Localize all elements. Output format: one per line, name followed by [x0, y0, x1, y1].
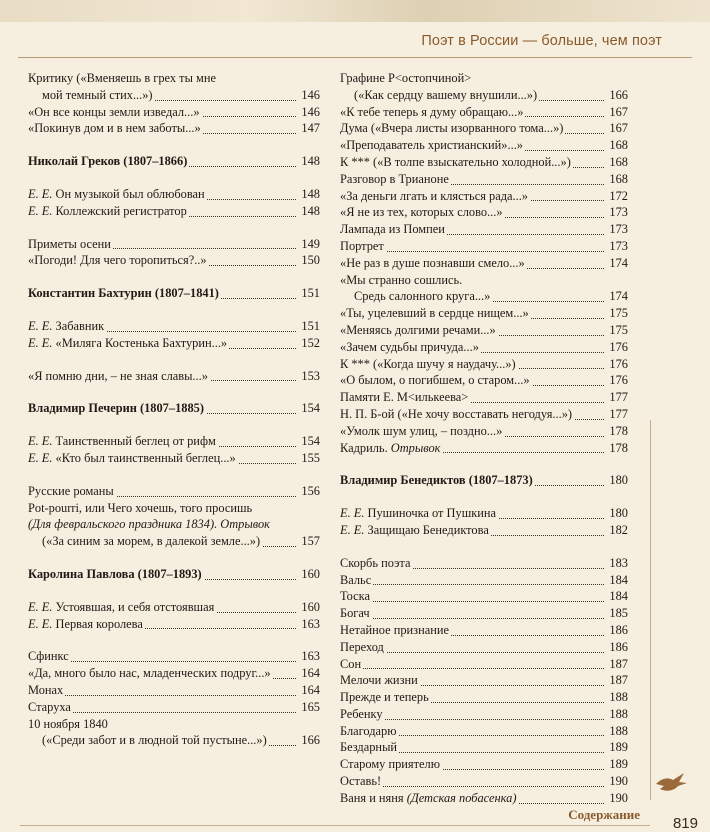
footer-rule	[20, 825, 650, 826]
toc-entry[interactable]	[340, 739, 628, 756]
toc-page-number: 168	[606, 154, 628, 171]
toc-author-heading[interactable]	[28, 566, 320, 583]
toc-entry-title: «Ты, уцелевший в сердце нищем...»	[340, 306, 529, 321]
toc-entry-text: Забавник	[52, 318, 105, 333]
toc-entry[interactable]	[340, 723, 628, 740]
toc-page-number: 164	[298, 682, 320, 699]
toc-page-number: 150	[298, 252, 320, 269]
toc-entry-title: мой темный стих...»)	[28, 88, 155, 102]
toc-entry[interactable]	[340, 440, 628, 457]
toc-entry[interactable]	[28, 70, 320, 87]
toc-entry[interactable]	[340, 70, 628, 87]
toc-entry-title: Владимир Бенедиктов (1807–1873)	[340, 473, 533, 488]
toc-page-number: 160	[298, 599, 320, 616]
toc-entry[interactable]	[28, 318, 320, 335]
toc-entry-title: Благодарю	[340, 723, 397, 738]
toc-entry-title	[28, 204, 189, 218]
toc-entry-title: Старуха	[28, 699, 71, 714]
toc-page-number: 148	[298, 153, 320, 170]
toc-entry-text: Таинственный беглец от рифм	[52, 434, 216, 449]
toc-page-number: 183	[606, 555, 628, 572]
toc-entry[interactable]	[28, 450, 320, 467]
toc-page-number: 190	[606, 773, 628, 790]
toc-page-number: 188	[606, 689, 628, 706]
toc-page-number: 177	[606, 389, 628, 406]
toc-entry[interactable]	[340, 672, 628, 689]
toc-entry-prefix: Е. Е.	[28, 434, 53, 449]
toc-entry-title	[28, 451, 238, 465]
toc-entry-title: Pot-pourri, или Чего хочешь, того просишь	[28, 500, 253, 515]
toc-entry-text: «Миляга Костенька Бахтурин...»	[52, 335, 228, 350]
toc-page-number: 178	[606, 440, 628, 457]
toc-entry-title	[28, 319, 106, 333]
toc-spacer	[28, 352, 320, 368]
toc-page-number: 173	[606, 238, 628, 255]
toc-entry[interactable]	[28, 599, 320, 616]
toc-page-number: 188	[606, 706, 628, 723]
toc-entry-title: Н. П. Б-ой («Не хочу восставать негодуя...»)	[340, 406, 573, 421]
toc-entry[interactable]	[340, 622, 628, 639]
toc-entry[interactable]	[28, 368, 320, 385]
top-decorative-band	[0, 0, 710, 22]
toc-entry[interactable]	[28, 665, 320, 682]
toc-entry[interactable]	[340, 339, 628, 356]
toc-entry-title: Нетайное признание	[340, 622, 449, 637]
toc-page-number: 167	[606, 120, 628, 137]
toc-entry-text: Коллежский регистратор	[52, 203, 187, 218]
footer-section-label: Содержание	[568, 807, 640, 822]
toc-entry-title: Вальс	[340, 572, 372, 587]
toc-page-number: 188	[606, 723, 628, 740]
toc-page-number: 178	[606, 423, 628, 440]
toc-page-number: 163	[298, 648, 320, 665]
toc-entry-title: «Погоди! Для чего торопиться?..»	[28, 253, 207, 268]
toc-spacer	[28, 137, 320, 153]
toc-left-column	[28, 70, 320, 749]
toc-entry-title: Старому приятелю	[340, 757, 440, 772]
toc-entry[interactable]	[340, 790, 628, 807]
toc-entry-title: «К тебе теперь я думу обращаю...»	[340, 104, 524, 119]
toc-spacer	[28, 632, 320, 648]
toc-entry[interactable]	[340, 188, 628, 205]
toc-spacer	[340, 489, 628, 505]
toc-entry[interactable]	[340, 204, 628, 221]
toc-entry-text: Устоявшая, и себя отстоявшая	[52, 599, 215, 614]
toc-entry[interactable]	[28, 682, 320, 699]
toc-entry[interactable]	[340, 389, 628, 406]
toc-entry-title: Владимир Печерин (1807–1885)	[28, 401, 204, 416]
dot-leader	[340, 584, 604, 585]
toc-page-number: 154	[298, 400, 320, 417]
toc-entry[interactable]	[340, 137, 628, 154]
toc-page-number: 175	[606, 305, 628, 322]
toc-entry[interactable]	[340, 756, 628, 773]
toc-entry[interactable]	[28, 483, 320, 500]
toc-page-number: 155	[298, 450, 320, 467]
toc-entry[interactable]	[340, 773, 628, 790]
toc-page-number: 184	[606, 572, 628, 589]
toc-entry-title: Константин Бахтурин (1807–1841)	[28, 286, 219, 301]
toc-entry-title: Бездарный	[340, 740, 398, 755]
toc-entry-text: Он музыкой был облюбован	[52, 186, 205, 201]
toc-entry-title: «За деньги лгать и клясться рада...»	[340, 188, 528, 203]
running-header-title: Поэт в России — больше, чем поэт	[421, 33, 662, 49]
toc-entry[interactable]	[340, 588, 628, 605]
dot-leader	[340, 618, 604, 619]
toc-entry-title: Критику («Вменяешь в грех ты мне	[28, 71, 216, 85]
toc-page-number: 151	[298, 285, 320, 302]
toc-page-number: 166	[298, 732, 320, 749]
running-header	[0, 22, 710, 66]
toc-spacer	[28, 170, 320, 186]
toc-spacer	[28, 302, 320, 318]
toc-entry[interactable]	[340, 154, 628, 171]
toc-entry-prefix: Е. Е.	[28, 599, 53, 614]
toc-entry-title: «Да, много было нас, младенческих подруг...»	[28, 666, 271, 681]
toc-entry-text: Первая королева	[52, 616, 143, 631]
toc-entry-title: Ребенку	[340, 706, 383, 721]
toc-entry-prefix: Е. Е.	[28, 203, 53, 218]
toc-entry-title	[28, 600, 216, 614]
toc-page-number: 175	[606, 322, 628, 339]
toc-page-number: 163	[298, 616, 320, 633]
toc-spacer	[28, 384, 320, 400]
toc-entry-text: Отрывок	[387, 440, 441, 455]
toc-entry[interactable]	[340, 104, 628, 121]
toc-entry[interactable]	[340, 305, 628, 322]
toc-page-number: 148	[298, 203, 320, 220]
toc-entry-title	[28, 336, 229, 350]
toc-entry-title	[28, 617, 145, 631]
toc-page-number: 160	[298, 566, 320, 583]
toc-spacer	[28, 583, 320, 599]
swallow-emblem-icon	[654, 770, 688, 798]
toc-entry-prefix: Е. Е.	[28, 335, 53, 350]
toc-entry-title: Разговор в Трианоне	[340, 171, 449, 186]
toc-entry-title: Русские романы	[28, 483, 114, 498]
toc-page-number: 151	[298, 318, 320, 335]
toc-entry[interactable]	[28, 335, 320, 352]
toc-entry-prefix: Ваня и няня	[340, 790, 404, 805]
toc-entry[interactable]	[28, 648, 320, 665]
toc-page-number: 157	[298, 533, 320, 550]
toc-entry[interactable]	[340, 372, 628, 389]
toc-page-number: 189	[606, 739, 628, 756]
toc-entry-prefix: Е. Е.	[28, 186, 53, 201]
toc-page-number: 173	[606, 204, 628, 221]
toc-spacer	[340, 539, 628, 555]
toc-entry-title: Памяти Е. М<илькеева>	[340, 390, 469, 405]
toc-entry[interactable]	[28, 699, 320, 716]
toc-entry-title: «Я помню дни, – не зная славы...»	[28, 368, 208, 383]
toc-page-number: 147	[298, 120, 320, 137]
toc-page-number: 154	[298, 433, 320, 450]
toc-spacer	[28, 417, 320, 433]
toc-entry-prefix: Е. Е.	[28, 450, 53, 465]
toc-entry[interactable]	[340, 288, 628, 305]
toc-page-number: 180	[606, 472, 628, 489]
toc-entry[interactable]	[340, 406, 628, 423]
toc-entry[interactable]	[28, 716, 320, 733]
toc-spacer	[28, 269, 320, 285]
toc-entry-title: «Я не из тех, которых слово...»	[340, 205, 503, 220]
toc-entry-title: Оставь!	[340, 774, 382, 789]
toc-entry-prefix: Е. Е.	[340, 506, 365, 521]
toc-entry-prefix: Кадриль.	[340, 440, 388, 455]
toc-entry-prefix: Е. Е.	[28, 318, 53, 333]
toc-entry[interactable]	[340, 639, 628, 656]
toc-entry[interactable]	[340, 522, 628, 539]
toc-page-number: 148	[298, 186, 320, 203]
toc-page-number: 166	[606, 87, 628, 104]
toc-page-number: 176	[606, 372, 628, 389]
toc-page-number: 146	[298, 104, 320, 121]
dot-leader	[340, 601, 604, 602]
toc-page-number: 184	[606, 588, 628, 605]
toc-entry-title	[28, 434, 218, 448]
toc-page-number: 146	[298, 87, 320, 104]
toc-author-heading[interactable]	[28, 285, 320, 302]
toc-page-number: 152	[298, 335, 320, 352]
toc-page-number: 182	[606, 522, 628, 539]
toc-page-number: 187	[606, 672, 628, 689]
toc-entry-title: Приметы осени	[28, 236, 111, 251]
toc-page-number: 187	[606, 656, 628, 673]
toc-entry-title: Графине Р<остопчиной>	[340, 71, 472, 85]
toc-entry[interactable]	[28, 252, 320, 269]
toc-entry[interactable]	[340, 356, 628, 373]
toc-entry-title	[340, 523, 491, 537]
toc-entry-title: («Среди забот и в людной той пустыне...»)	[28, 733, 269, 747]
toc-entry[interactable]	[28, 120, 320, 137]
toc-entry[interactable]	[28, 533, 320, 550]
toc-entry-title: Богач	[340, 606, 370, 621]
toc-page-number: 172	[606, 188, 628, 205]
toc-entry-title: («Как сердцу вашему внушили...»)	[340, 88, 539, 102]
toc-entry-title: Средь салонного круга...»	[340, 289, 492, 303]
toc-page-number: 177	[606, 406, 628, 423]
toc-page-number: 174	[606, 288, 628, 305]
toc-entry-title: «Мы странно сошлись.	[340, 272, 463, 287]
toc-entry[interactable]	[28, 616, 320, 633]
toc-page-number: 173	[606, 221, 628, 238]
toc-page-number: 153	[298, 368, 320, 385]
toc-entry-title: 10 ноября 1840	[28, 716, 108, 731]
toc-entry-title: Портрет	[340, 238, 384, 253]
toc-entry-title	[340, 441, 442, 455]
toc-entry-text: Пушиночка от Пушкина	[364, 506, 497, 521]
toc-page-number: 164	[298, 665, 320, 682]
toc-page-number: 186	[606, 639, 628, 656]
toc-entry-title: «Не раз в душе познавши смело...»	[340, 255, 525, 270]
toc-entry[interactable]	[28, 500, 320, 517]
toc-entry-title	[340, 506, 498, 520]
toc-entry[interactable]	[28, 433, 320, 450]
toc-entry[interactable]	[340, 171, 628, 188]
toc-page-number: 176	[606, 356, 628, 373]
toc-entry[interactable]	[340, 689, 628, 706]
toc-entry[interactable]	[28, 236, 320, 253]
toc-spacer	[28, 550, 320, 566]
toc-entry-title: («За синим за морем, в далекой земле...»)	[28, 534, 262, 548]
toc-entry[interactable]	[340, 572, 628, 589]
toc-entry[interactable]	[340, 423, 628, 440]
toc-entry[interactable]	[28, 732, 320, 749]
dot-leader	[28, 695, 296, 696]
toc-entry-title	[340, 791, 518, 805]
toc-entry-prefix: Е. Е.	[340, 522, 365, 537]
toc-entry[interactable]	[340, 238, 628, 255]
toc-entry[interactable]	[340, 272, 628, 289]
toc-entry-text: (Детская побасенка)	[403, 790, 517, 805]
toc-right-column	[340, 70, 628, 807]
toc-page-number: 186	[606, 622, 628, 639]
toc-spacer	[28, 220, 320, 236]
toc-entry-text: Защищаю Бенедиктова	[364, 522, 489, 537]
toc-entry-title: К *** («В толпе взыскательно холодной...»)	[340, 154, 571, 169]
toc-entry-title: Сон	[340, 656, 362, 671]
toc-page-number: 185	[606, 605, 628, 622]
toc-entry[interactable]	[340, 322, 628, 339]
toc-entry-title: Тоска	[340, 589, 370, 604]
toc-page-number: 174	[606, 255, 628, 272]
toc-entry[interactable]	[340, 555, 628, 572]
toc-entry[interactable]	[28, 516, 320, 533]
toc-entry[interactable]	[340, 605, 628, 622]
toc-entry[interactable]	[340, 87, 628, 104]
toc-entry-title: Каролина Павлова (1807–1893)	[28, 566, 202, 581]
toc-entry-title	[28, 187, 207, 201]
toc-entry-title: «Преподаватель христианский»...»	[340, 138, 523, 153]
header-rule	[18, 57, 692, 58]
toc-entry-title: «Умолк шум улиц, – поздно...»	[340, 423, 503, 438]
toc-page-number: 168	[606, 171, 628, 188]
toc-entry-title: «Он все концы земли изведал...»	[28, 104, 200, 119]
toc-page-number: 168	[606, 137, 628, 154]
toc-entry-title: «О былом, о погибшем, о старом...»	[340, 373, 530, 388]
toc-entry-title: Переход	[340, 639, 384, 654]
toc-entry[interactable]	[340, 221, 628, 238]
toc-author-heading[interactable]	[340, 472, 628, 489]
toc-entry[interactable]	[340, 706, 628, 723]
toc-page-number: 189	[606, 756, 628, 773]
toc-entry[interactable]	[28, 104, 320, 121]
toc-entry-title: Николай Греков (1807–1866)	[28, 154, 188, 169]
toc-entry-title: Скорбь поэта	[340, 555, 411, 570]
toc-entry-title: Лампада из Помпеи	[340, 222, 445, 237]
toc-entry[interactable]	[28, 186, 320, 203]
toc-entry-prefix: Е. Е.	[28, 616, 53, 631]
toc-page-number: 149	[298, 236, 320, 253]
toc-entry[interactable]	[340, 505, 628, 522]
toc-page-number: 180	[606, 505, 628, 522]
toc-entry-title: «Покинув дом и в нем заботы...»	[28, 121, 201, 136]
toc-entry-title: Дума («Вчера листы изорванного тома...»)	[340, 121, 564, 136]
toc-entry-title: Монах	[28, 682, 64, 697]
toc-page-number: 190	[606, 790, 628, 807]
toc-entry[interactable]	[28, 87, 320, 104]
toc-entry-title: «Зачем судьбы причуда...»	[340, 339, 479, 354]
toc-page-number: 176	[606, 339, 628, 356]
page-number: 819	[672, 815, 698, 832]
toc-page-number: 165	[298, 699, 320, 716]
toc-author-heading[interactable]	[28, 153, 320, 170]
toc-entry-title: К *** («Когда шучу я наудачу...»)	[340, 356, 516, 371]
toc-entry[interactable]	[28, 203, 320, 220]
toc-entry-title: Мелочи жизни	[340, 673, 418, 688]
toc-entry-title: «Меняясь долгими речами...»	[340, 322, 496, 337]
dot-leader	[340, 668, 604, 669]
toc-page-number: 156	[298, 483, 320, 500]
toc-entry-title: Сфинкс	[28, 649, 69, 664]
toc-page-number: 167	[606, 104, 628, 121]
toc-entry[interactable]	[340, 255, 628, 272]
toc-spacer	[340, 456, 628, 472]
toc-entry[interactable]	[340, 120, 628, 137]
toc-entry-title: (Для февральского праздника 1834). Отрывок	[28, 517, 270, 532]
toc-entry-title: Прежде и теперь	[340, 690, 429, 705]
toc-entry[interactable]	[340, 656, 628, 673]
toc-author-heading[interactable]	[28, 400, 320, 417]
toc-spacer	[28, 467, 320, 483]
margin-rule	[650, 420, 651, 800]
toc-entry-text: «Кто был таинственный беглец...»	[52, 450, 236, 465]
